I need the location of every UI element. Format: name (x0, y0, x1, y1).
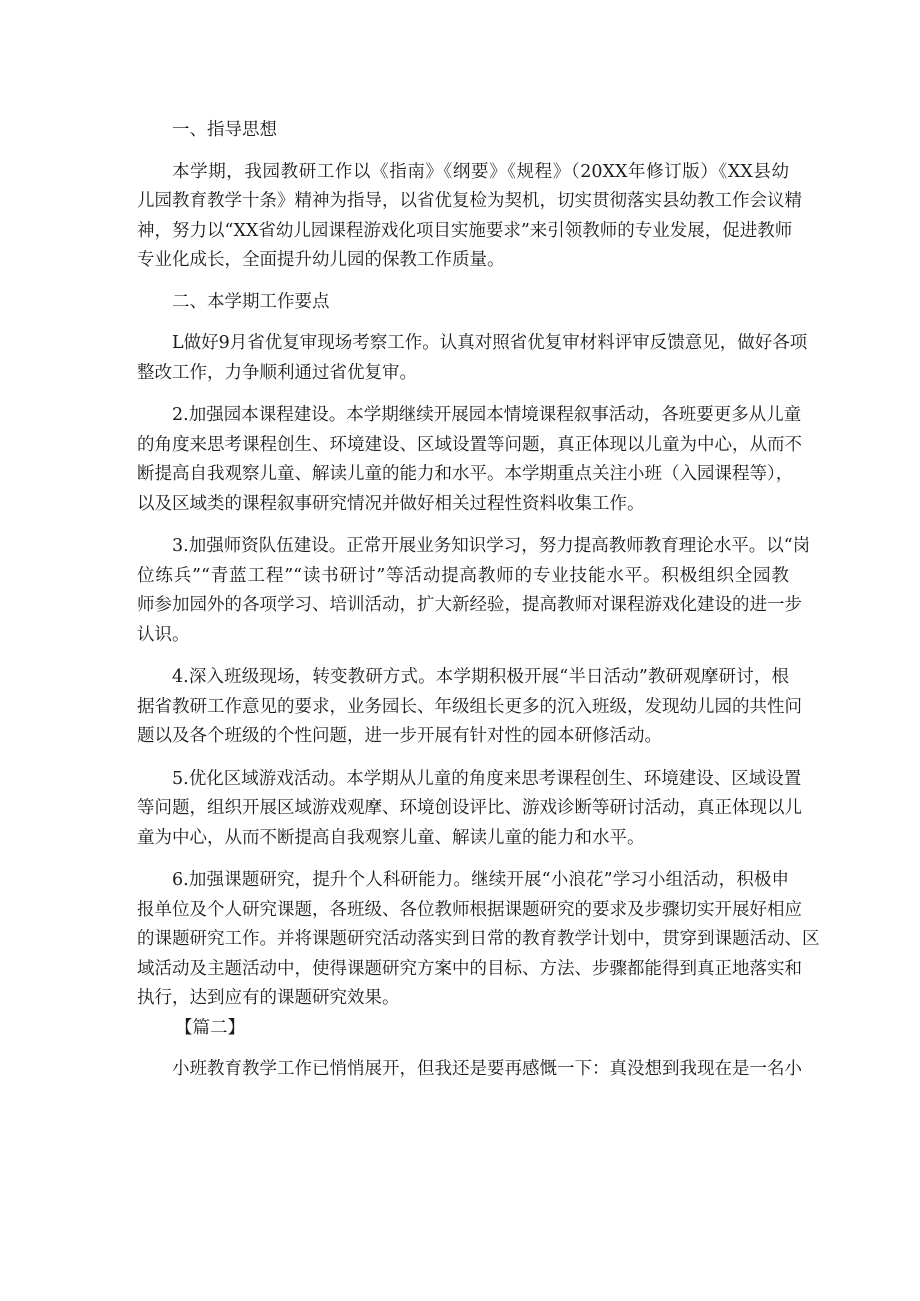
paragraph-line: 3.加强师资队伍建设。正常开展业务知识学习，努力提高教师教育理论水平。以“岗 (172, 536, 811, 556)
paragraph-line: 执行，达到应有的课题研究效果。 (137, 988, 400, 1008)
paragraph-line: 的角度来思考课程创生、环境建设、区域设置等问题，真正体现以儿童为中心，从而不 (137, 434, 802, 455)
paragraph-line: 域活动及主题活动中，使得课题研究方案中的目标、方法、步骤都能得到真正地落实和 (137, 958, 802, 979)
heading-guiding-ideology: 一、指导思想 (172, 120, 277, 140)
paragraph-line: 的课题研究工作。并将课题研究活动落实到日常的教育教学计划中，贯穿到课题活动、区 (137, 929, 820, 949)
paragraph-intro (137, 158, 802, 276)
paragraph-line: 儿园教育教学十条》精神为指导，以省优复检为契机，切实贯彻落实县幼教工作会议精 (137, 191, 802, 211)
paragraph-line: 师参加园外的各项学习、培训活动，扩大新经验，提高教师对课程游戏化建设的进一步 (137, 595, 802, 615)
paragraph-line: 题以及各个班级的个性问题，进一步开展有针对性的园本研修活动。 (137, 726, 662, 746)
paragraph-line: 认识。 (137, 624, 190, 645)
list-item-2 (137, 401, 802, 519)
paragraph-line: 以及区域类的课程叙事研究情况并做好相关过程性资料收集工作。 (137, 493, 645, 514)
paragraph-line: 整改工作，力争顺利通过省优复审。 (137, 362, 417, 383)
paragraph-line: 位练兵”“青蓝工程”“读书研讨”等活动提高教师的专业技能水平。积极组织全园教 (137, 565, 789, 586)
list-item-5 (137, 765, 802, 854)
paragraph-line: 小班教育教学工作已悄悄展开，但我还是要再感慨一下：真没想到我现在是一名小 (172, 1059, 802, 1079)
paragraph-line: 童为中心，从而不断提高自我观察儿童、解读儿童的能力和水平。 (137, 827, 645, 848)
paragraph-line: 6.加强课题研究，提升个人科研能力。继续开展“小浪花”学习小组活动，积极申 (172, 870, 789, 890)
paragraph-line: 本学期，我园教研工作以《指南》《纲要》《规程》（20XX年修订版）《XX县幼 (172, 161, 789, 182)
heading-work-points: 二、本学期工作要点 (172, 291, 330, 312)
paragraph-line: L做好9月省优复审现场考察工作。认真对照省优复审材料评审反馈意见，做好各项 (172, 333, 808, 353)
paragraph-line: 2.加强园本课程建设。本学期继续开展园本情境课程叙事活动，各班要更多从儿童 (172, 405, 802, 425)
list-item-6 (137, 866, 820, 1014)
paragraph-line: 据省教研工作意见的要求，业务园长、年级组长更多的沉入班级，发现幼儿园的共性问 (137, 696, 802, 717)
list-item-3 (137, 532, 811, 650)
paragraph-line: 4.深入班级现场，转变教研方式。本学期积极开展“半日活动”教研观摩研讨，根 (172, 667, 789, 687)
paragraph-line: 等问题，组织开展区域游戏观摩、环境创设评比、游戏诊断等研讨活动，真正体现以儿 (137, 798, 802, 818)
paragraph-part-two (137, 1055, 802, 1085)
list-item-1 (137, 329, 808, 388)
list-item-4 (137, 663, 802, 752)
paragraph-line: 5.优化区域游戏活动。本学期从儿童的角度来思考课程创生、环境建设、区域设置 (172, 768, 802, 789)
paragraph-line: 专业化成长，全面提升幼儿园的保教工作质量。 (137, 250, 505, 270)
paragraph-line: 报单位及个人研究课题，各班级、各位教师根据课题研究的要求及步骤切实开展好相应 (137, 899, 802, 920)
paragraph-line: 神，努力以“XX省幼儿园课程游戏化项目实施要求”来引领教师的专业发展，促进教师 (137, 220, 793, 241)
paragraph-line: 断提高自我观察儿童、解读儿童的能力和水平。本学期重点关注小班（入园课程等）， (137, 464, 794, 484)
document-body (137, 116, 820, 1085)
section-label-part-two: 【篇二】 (175, 1017, 245, 1038)
